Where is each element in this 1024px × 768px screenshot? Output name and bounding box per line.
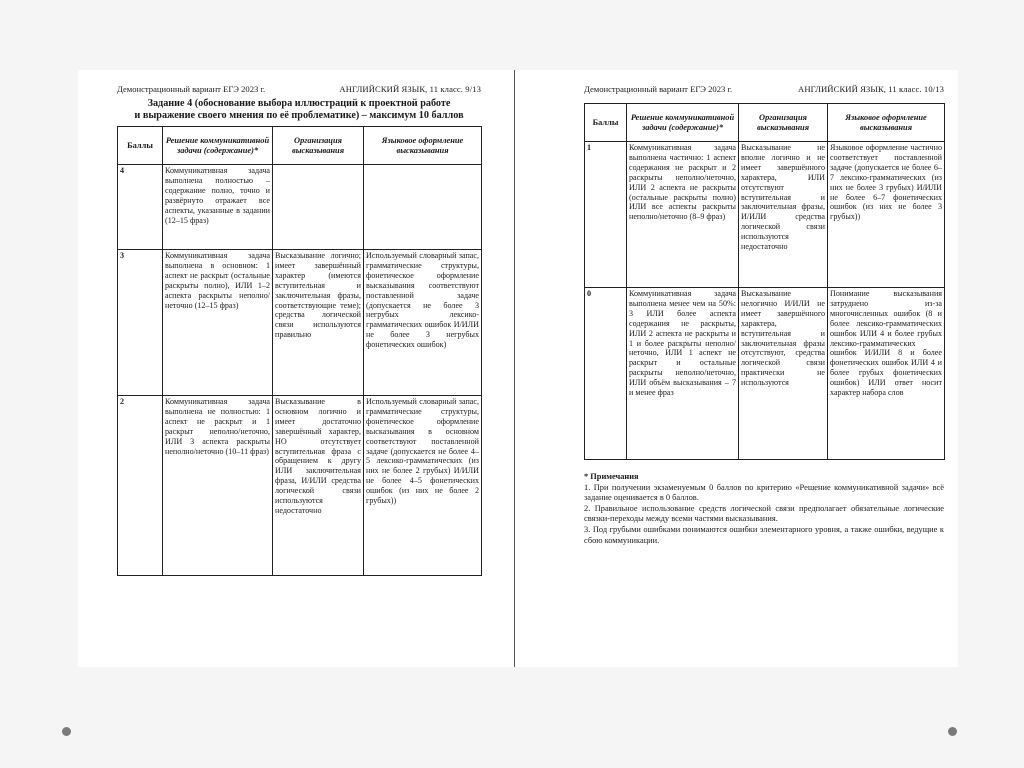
criteria-table-continued [584,103,945,460]
col-header-score: Баллы [585,104,627,142]
score-cell: 2 [118,396,163,576]
header-exam-title: Демонстрационный вариант ЕГЭ 2023 г. [117,84,266,94]
note-item: 2. Правильное использование средств логической связи предполагает обязательные логические связки-переходы между всеми частями высказывания. [584,503,944,524]
organization-cell [273,165,364,250]
organization-cell: Высказывание в основном логично и имеет достаточно завершённый характер, НО отсутствует вступительная фраза с обращением к другу ИЛИ заключительная фраза, И/ИЛИ средства логической связи используются недостаточно [273,396,364,576]
score-cell: 1 [585,142,627,288]
content-cell: Коммуникативная задача выполнена менее чем на 50%: 3 ИЛИ более аспекта содержания не раскрыты, ИЛИ 2 аспекта не раскрыты и 1 и более раскрыты неполно/неточно, ИЛИ 1 аспект не раскрыт и остальные раскрыты неполно/неточно, ИЛИ объём высказывания – 7 и менее фраз [627,288,739,460]
content-cell: Коммуникативная задача выполнена в основном: 1 аспект не раскрыт (остальные раскрыты полно), ИЛИ 1–2 аспекта раскрыты неполно/неточно (12–15 фраз) [163,250,273,396]
col-header-language: Языковое оформление высказывания [828,104,945,142]
table-row [118,165,482,250]
table-header-row [585,104,945,142]
col-header-organization: Организация высказывания [739,104,828,142]
col-header-content: Решение коммуникативной задачи (содержание)* [627,104,739,142]
header-subject: АНГЛИЙСКИЙ ЯЗЫК, 11 класс. 10/13 [798,84,944,94]
col-header-score: Баллы [118,127,163,165]
header-exam-title: Демонстрационный вариант ЕГЭ 2023 г. [584,84,733,94]
task-title-line-2: и выражение своего мнения по её проблематике) – максимум 10 баллов [134,110,464,121]
notes-section [584,472,944,546]
page-header [584,84,944,94]
language-cell: Понимание высказывания затруднено из-за многочисленных ошибок (8 и более лексико-грамматических ошибок ИЛИ 4 и более грубых лексико-грамматических ошибок И/ИЛИ 8 и более фонетических ошибок ИЛИ 4 и более грубых фонетических ошибок) ИЛИ ответ носит характер набора слов [828,288,945,460]
score-cell: 3 [118,250,163,396]
language-cell: Используемый словарный запас, грамматические структуры, фонетическое оформление высказывания в основном соответствуют поставленной задаче (допускается не более 4–5 лексико-грамматических (из них не более 2 грубых) И/ИЛИ не более 4–5 фонетических ошибок (из них не более 2 грубых)) [364,396,482,576]
header-subject: АНГЛИЙСКИЙ ЯЗЫК, 11 класс. 9/13 [339,84,481,94]
content-cell: Коммуникативная задача выполнена не полностью: 1 аспект не раскрыт и 1 раскрыт неполно/неточно, ИЛИ 3 аспекта раскрыты неполно/неточно (10–11 фраз) [163,396,273,576]
organization-cell: Высказывание логично; имеет завершённый характер (имеются вступительная и заключительная фразы, соответствующие теме); средства логической связи используются правильно [273,250,364,396]
col-header-language: Языковое оформление высказывания [364,127,482,165]
page-divider [514,70,515,667]
table-header-row [118,127,482,165]
note-item: 1. При получении экзаменуемым 0 баллов по критерию «Решение коммуникативной задачи» всё задание оценивается в 0 баллов. [584,482,944,503]
document-page-10 [584,84,944,546]
score-cell: 4 [118,165,163,250]
language-cell: Используемый словарный запас, грамматические структуры, фонетическое оформление высказывания соответствуют поставленной задаче (допускается не более 3 негрубых лексико-грамматических ошибок И/ИЛИ не более 3 негрубых фонетических ошибок) [364,250,482,396]
content-cell: Коммуникативная задача выполнена полностью – содержание полно, точно и развёрнуто отражает все аспекты, указанные в задании (12–15 фраз) [163,165,273,250]
col-header-organization: Организация высказывания [273,127,364,165]
table-row [118,250,482,396]
organization-cell: Высказывание нелогично И/ИЛИ не имеет завершённого характера, вступительная и заключительная фразы отсутствуют, средства логической связи практически не используются [739,288,828,460]
nav-dot-right[interactable] [948,727,957,736]
table-row [585,142,945,288]
criteria-table [117,126,482,576]
task-title-line-1: Задание 4 (обоснование выбора иллюстраций к проектной работе [147,98,451,109]
page-header [117,84,481,94]
language-cell: Языковое оформление частично соответствует поставленной задаче (допускается не более 6–7 лексико-грамматических (из них не более 3 грубых) И/ИЛИ не более 6–7 фонетических ошибок (из них не более 3 грубых)) [828,142,945,288]
language-cell [364,165,482,250]
note-item: 3. Под грубыми ошибками понимаются ошибки элементарного уровня, а также ошибки, ведущие к сбою коммуникации. [584,524,944,545]
table-row [585,288,945,460]
notes-title: * Примечания [584,472,639,481]
table-row [118,396,482,576]
task-title [117,98,481,122]
col-header-content: Решение коммуникативной задачи (содержание)* [163,127,273,165]
score-cell: 0 [585,288,627,460]
document-page-9 [117,84,481,576]
content-cell: Коммуникативная задача выполнена частично: 1 аспект содержания не раскрыт и 2 раскрыты неполно/неточно, ИЛИ 2 аспекта не раскрыты (остальные раскрыты полно) ИЛИ все аспекты раскрыты неполно/неточно (8–9 фраз) [627,142,739,288]
nav-dot-left[interactable] [62,727,71,736]
organization-cell: Высказывание не вполне логично и не имеет завершённого характера, ИЛИ отсутствуют вступительная и заключительная фразы, И/ИЛИ средства логической связи используются недостаточно [739,142,828,288]
